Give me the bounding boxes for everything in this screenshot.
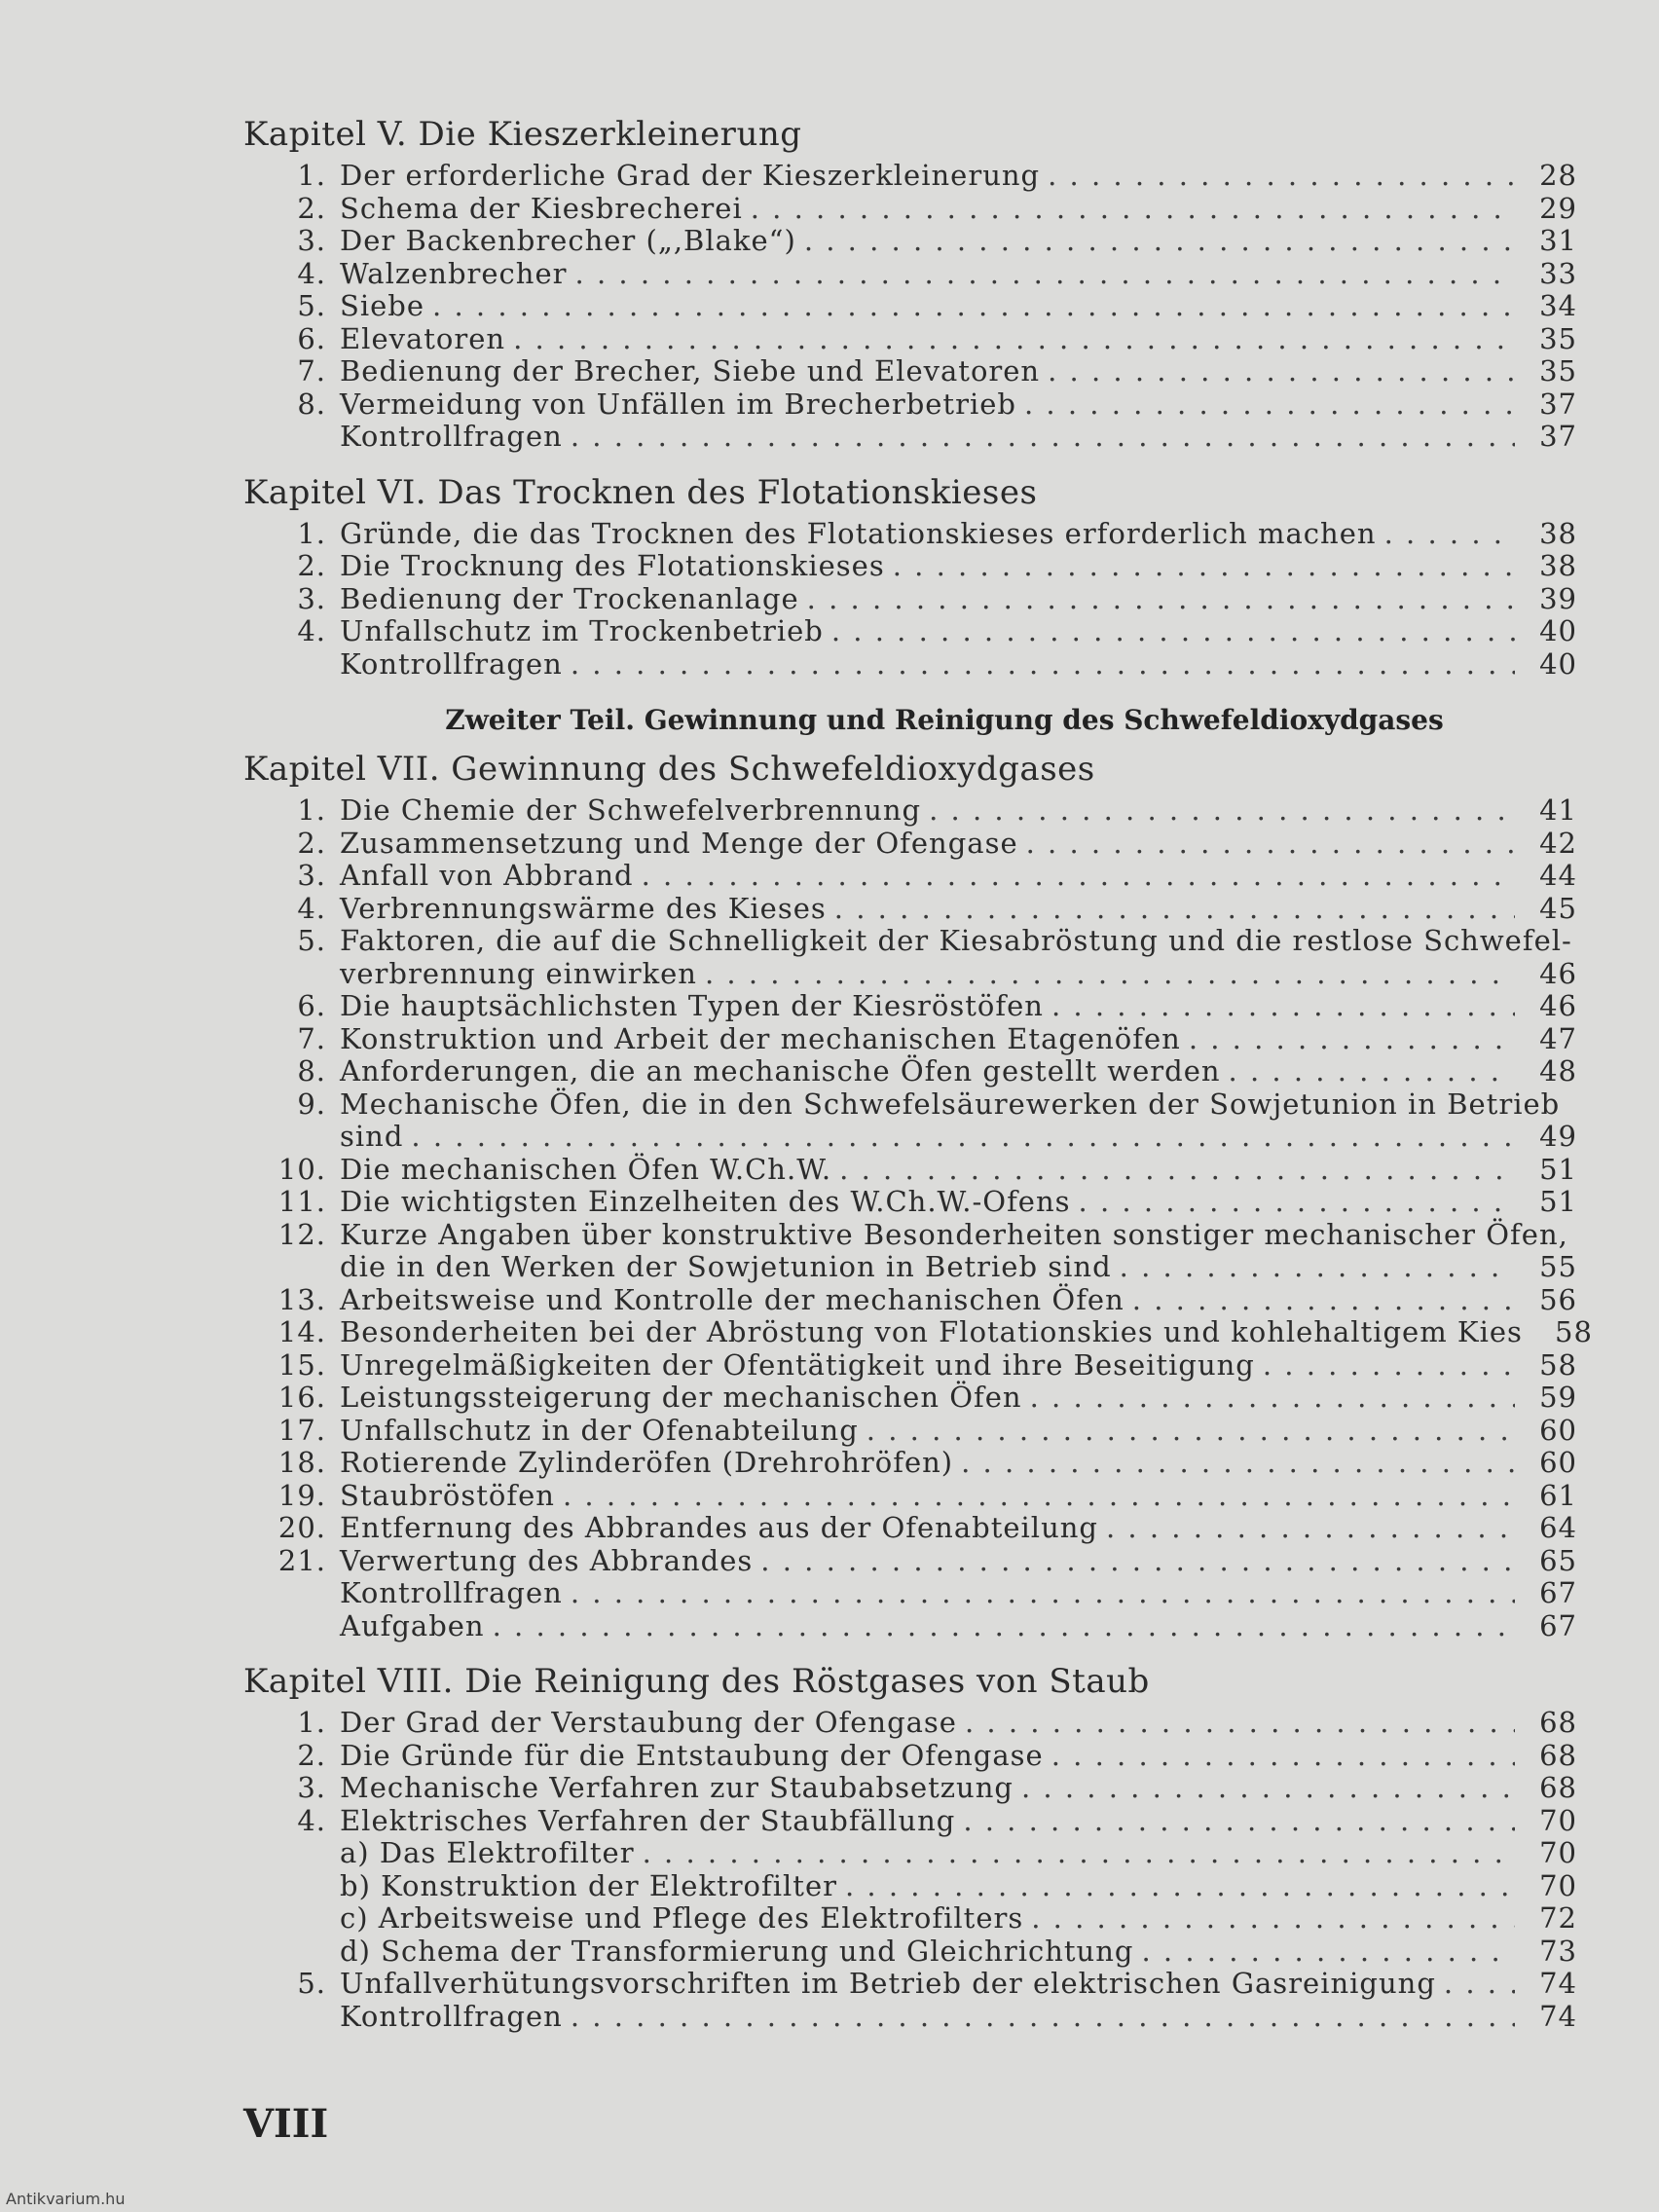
- entry-title: Der erforderliche Grad der Kieszerkleinerung: [340, 159, 1041, 192]
- toc-entry: [234, 290, 1577, 323]
- leader-dots: [1189, 1023, 1515, 1056]
- entry-title: Kontrollfragen: [340, 420, 563, 453]
- leader-dots: [642, 860, 1515, 893]
- entry-page: 42: [1539, 826, 1577, 860]
- leader-dots: [1051, 990, 1515, 1023]
- toc-entry: [234, 550, 1577, 583]
- entry-page: 38: [1539, 516, 1577, 550]
- chapter-heading: Kapitel VII. Gewinnung des Schwefeldioxydgases: [243, 750, 1095, 789]
- leader-dots: [643, 1837, 1515, 1870]
- toc-entry: [234, 1545, 1577, 1578]
- leader-dots: [1229, 1055, 1515, 1088]
- entry-title: Vermeidung von Unfällen im Brecherbetrieb: [340, 387, 1016, 421]
- leader-dots: [866, 1415, 1515, 1448]
- entry-title: Anfall von Abbrand: [340, 859, 634, 892]
- chapter-heading: Kapitel V. Die Kieszerkleinerung: [243, 115, 802, 154]
- leader-dots: [1079, 1186, 1515, 1219]
- entry-number: 4.: [297, 256, 326, 290]
- leader-dots: [493, 1610, 1515, 1643]
- entry-title-continued: die in den Werken der Sowjetunion in Betrieb sind: [340, 1250, 1112, 1283]
- leader-dots: [571, 1577, 1515, 1610]
- entry-number: 8.: [297, 387, 326, 421]
- entry-number: 3.: [297, 1771, 326, 1804]
- entry-page: 33: [1539, 256, 1577, 290]
- entry-number: 5.: [297, 289, 326, 322]
- entry-number: 6.: [297, 989, 326, 1022]
- entry-title: Gründe, die das Trocknen des Flotationskieses erforderlich machen: [340, 516, 1377, 550]
- entry-title: Die wichtigsten Einzelheiten des W.Ch.W.-Ofens: [340, 1185, 1071, 1218]
- entry-title: Konstruktion und Arbeit der mechanischen Etagenöfen: [340, 1021, 1181, 1055]
- entry-title: Kontrollfragen: [340, 646, 563, 681]
- toc-entry: [234, 1740, 1577, 1773]
- toc-entry: [234, 1610, 1577, 1643]
- entry-page: 51: [1539, 1185, 1577, 1218]
- entry-title: Bedienung der Trockenanlage: [340, 581, 799, 615]
- entry-page: 45: [1539, 891, 1577, 925]
- leader-dots: [1026, 828, 1515, 861]
- entry-title: Unfallschutz im Trockenbetrieb: [340, 614, 824, 647]
- leader-dots: [705, 958, 1515, 991]
- entry-page: 70: [1539, 1868, 1577, 1902]
- entry-number: 17.: [277, 1413, 326, 1447]
- entry-page: 46: [1539, 956, 1577, 990]
- entry-number: 1.: [297, 516, 326, 550]
- entry-number: 7.: [297, 1021, 326, 1055]
- leader-dots: [839, 1154, 1515, 1187]
- toc-entry: [234, 1154, 1577, 1187]
- leader-dots: [804, 225, 1515, 258]
- entry-title: Unregelmäßigkeiten der Ofentätigkeit und ihre Beseitigung: [340, 1347, 1255, 1382]
- toc-entry: [234, 1186, 1577, 1219]
- leader-dots: [961, 1447, 1515, 1480]
- toc-entry: [234, 258, 1577, 291]
- toc-entry: [234, 193, 1577, 226]
- entry-title: Siebe: [340, 289, 425, 322]
- entry-title: Walzenbrecher: [340, 256, 568, 290]
- entry-page: 28: [1539, 159, 1577, 192]
- entry-number: 9.: [297, 1087, 326, 1121]
- entry-page: 67: [1539, 1576, 1577, 1609]
- toc-entry: [234, 583, 1577, 616]
- leader-dots: [1444, 1968, 1515, 2001]
- toc-entry: [234, 925, 1577, 958]
- toc-entry: [234, 990, 1577, 1023]
- entry-title: Die mechanischen Öfen W.Ch.W.: [340, 1152, 832, 1186]
- entry-number: 2.: [297, 549, 326, 582]
- toc-entry: [234, 1936, 1577, 1969]
- entry-title: Die Gründe für die Entstaubung der Ofengase: [340, 1738, 1044, 1772]
- entry-number: 2.: [297, 826, 326, 860]
- entry-number: 4.: [297, 614, 326, 647]
- entry-title: Verwertung des Abbrandes: [340, 1543, 754, 1577]
- entry-page: 70: [1539, 1836, 1577, 1869]
- entry-title-continued: verbrennung einwirken: [340, 956, 697, 990]
- table-of-contents: [234, 115, 1593, 2052]
- entry-page: 29: [1539, 191, 1577, 225]
- leader-dots: [963, 1805, 1515, 1838]
- entry-title: Kontrollfragen: [340, 1576, 563, 1609]
- leader-dots: [1051, 1740, 1515, 1773]
- leader-dots: [563, 1480, 1515, 1513]
- entry-title: Mechanische Öfen, die in den Schwefelsäurewerken der Sowjetunion in Betrieb: [340, 1087, 1561, 1121]
- entry-page: 46: [1539, 989, 1577, 1022]
- toc-entry: [234, 1870, 1577, 1903]
- entry-title: Staubröstöfen: [340, 1478, 555, 1512]
- entry-page: 48: [1539, 1054, 1577, 1088]
- entry-page: 70: [1539, 1803, 1577, 1837]
- entry-title: Rotierende Zylinderöfen (Drehrohröfen): [340, 1446, 954, 1479]
- entry-page: 73: [1539, 1934, 1577, 1968]
- entry-page: 37: [1539, 387, 1577, 421]
- leader-dots: [831, 615, 1515, 648]
- entry-number: 11.: [277, 1185, 326, 1218]
- toc-entry: [234, 1902, 1577, 1936]
- leader-dots: [751, 193, 1515, 226]
- entry-page: 65: [1539, 1543, 1577, 1577]
- entry-page: 31: [1539, 224, 1577, 257]
- entry-page: 40: [1539, 614, 1577, 647]
- toc-entry: [234, 615, 1577, 648]
- entry-page: 67: [1539, 1608, 1577, 1642]
- entry-title: Entfernung des Abbrandes aus der Ofenabteilung: [340, 1511, 1098, 1544]
- toc-entry: [234, 1023, 1577, 1056]
- entry-page: 59: [1539, 1381, 1577, 1414]
- entry-page: 58: [1555, 1315, 1593, 1348]
- entry-page: 35: [1539, 321, 1577, 355]
- toc-entry: [234, 1805, 1577, 1838]
- toc-entry: [234, 648, 1577, 682]
- toc-entry: [234, 1480, 1577, 1513]
- entry-title: Kontrollfragen: [340, 1999, 563, 2033]
- entry-number: 2.: [297, 1738, 326, 1772]
- toc-entry: [234, 1088, 1577, 1122]
- leader-dots: [1141, 1936, 1515, 1969]
- chapter-heading: Kapitel VIII. Die Reinigung des Röstgases von Staub: [243, 1662, 1150, 1701]
- entry-title: d) Schema der Transformierung und Gleichrichtung: [340, 1934, 1134, 1968]
- entry-page: 35: [1539, 354, 1577, 387]
- entry-page: 55: [1539, 1250, 1577, 1283]
- toc-entry-continued: [234, 1251, 1577, 1284]
- leader-dots: [571, 648, 1515, 682]
- toc-entry: [234, 1707, 1577, 1740]
- leader-dots: [571, 2001, 1515, 2034]
- entry-number: 18.: [277, 1446, 326, 1479]
- toc-entry: [234, 1837, 1577, 1870]
- leader-dots: [845, 1870, 1515, 1903]
- entry-page: 47: [1539, 1021, 1577, 1055]
- entry-number: 5.: [297, 1967, 326, 2000]
- entry-number: 8.: [297, 1054, 326, 1088]
- entry-page: 38: [1539, 549, 1577, 582]
- entry-number: 2.: [297, 191, 326, 225]
- leader-dots: [1048, 160, 1515, 193]
- entry-title: Arbeitsweise und Kontrolle der mechanischen Öfen: [340, 1282, 1124, 1316]
- toc-entry: [234, 1512, 1577, 1545]
- entry-title: Faktoren, die auf die Schnelligkeit der Kiesabröstung und die restlose Schwefel-: [340, 924, 1572, 957]
- leader-dots: [1384, 518, 1515, 551]
- entry-title: Die hauptsächlichsten Typen der Kiesröstöfen: [340, 989, 1044, 1022]
- entry-page: 60: [1539, 1446, 1577, 1479]
- leader-dots: [893, 550, 1515, 583]
- leader-dots: [1132, 1284, 1515, 1317]
- entry-title: b) Konstruktion der Elektrofilter: [340, 1868, 837, 1902]
- toc-entry: [234, 893, 1577, 926]
- entry-page: 60: [1539, 1413, 1577, 1447]
- entry-page: 72: [1539, 1901, 1577, 1935]
- entry-title: Leistungssteigerung der mechanischen Öfen: [340, 1381, 1022, 1414]
- entry-title: Zusammensetzung und Menge der Ofengase: [340, 826, 1018, 860]
- toc-entry: [234, 1447, 1577, 1480]
- entry-page: 49: [1539, 1120, 1577, 1153]
- toc-entry: [234, 388, 1577, 422]
- entry-page: 39: [1539, 581, 1577, 615]
- entry-page: 61: [1539, 1478, 1577, 1512]
- toc-entry-continued: [234, 958, 1577, 991]
- leader-dots: [834, 893, 1515, 926]
- entry-page: 56: [1539, 1282, 1577, 1316]
- entry-number: 6.: [297, 321, 326, 355]
- entry-page: 74: [1539, 1999, 1577, 2033]
- toc-entry: [234, 421, 1577, 454]
- leader-dots: [807, 583, 1515, 616]
- entry-title: Schema der Kiesbrecherei: [340, 191, 743, 225]
- toc-entry: [234, 1284, 1577, 1317]
- leader-dots: [1120, 1251, 1515, 1284]
- entry-title: Aufgaben: [340, 1608, 485, 1642]
- entry-title: Die Chemie der Schwefelverbrennung: [340, 793, 922, 827]
- entry-number: 1.: [297, 1706, 326, 1739]
- entry-title-continued: sind: [340, 1120, 404, 1153]
- toc-entry: [234, 1772, 1577, 1805]
- entry-number: 12.: [277, 1217, 326, 1251]
- entry-page: 58: [1539, 1347, 1577, 1382]
- entry-page: 74: [1539, 1967, 1577, 2000]
- entry-page: 68: [1539, 1706, 1577, 1739]
- entry-title: Unfallschutz in der Ofenabteilung: [340, 1413, 859, 1447]
- toc-entry: [234, 518, 1577, 551]
- entry-number: 1.: [297, 159, 326, 192]
- leader-dots: [513, 323, 1515, 356]
- entry-title: Elevatoren: [340, 321, 506, 355]
- toc-entry: [234, 160, 1577, 193]
- entry-page: 68: [1539, 1738, 1577, 1772]
- entry-title: c) Arbeitsweise und Pflege des Elektrofilters: [340, 1901, 1024, 1935]
- leader-dots: [929, 794, 1515, 828]
- toc-entry: [234, 1968, 1577, 2001]
- leader-dots: [760, 1545, 1515, 1578]
- leader-dots: [1031, 1902, 1515, 1936]
- entry-number: 21.: [277, 1543, 326, 1577]
- chapter-block: [234, 1662, 1577, 2033]
- toc-entry: [234, 1219, 1577, 1252]
- leader-dots: [1048, 355, 1515, 388]
- leader-dots: [411, 1121, 1515, 1154]
- leader-dots: [965, 1707, 1515, 1740]
- entry-number: 15.: [277, 1347, 326, 1382]
- entry-title: Verbrennungswärme des Kieses: [340, 891, 827, 925]
- toc-entry: [234, 1382, 1577, 1415]
- leader-dots: [1021, 1772, 1515, 1805]
- entry-number: 16.: [277, 1381, 326, 1414]
- leader-dots: [1030, 1382, 1515, 1415]
- entry-number: 19.: [277, 1478, 326, 1512]
- entry-number: 3.: [297, 581, 326, 615]
- entry-title: Bedienung der Brecher, Siebe und Elevatoren: [340, 354, 1041, 387]
- entry-number: 14.: [277, 1315, 326, 1348]
- entry-title: Kurze Angaben über konstruktive Besonderheiten sonstiger mechanischer Öfen,: [340, 1217, 1568, 1251]
- entry-title: Elektrisches Verfahren der Staubfällung: [340, 1803, 956, 1837]
- entry-title: Unfallverhütungsvorschriften im Betrieb der elektrischen Gasreinigung: [340, 1967, 1436, 2000]
- chapter-heading: Kapitel VI. Das Trocknen des Flotationskieses: [243, 472, 1038, 512]
- toc-entry: [234, 1415, 1577, 1448]
- entry-number: 4.: [297, 891, 326, 925]
- entry-title: Mechanische Verfahren zur Staubabsetzung: [340, 1771, 1014, 1804]
- chapter-block: [234, 473, 1577, 682]
- entry-page: 41: [1539, 793, 1577, 827]
- toc-entry-continued: [234, 1121, 1577, 1154]
- entry-page: 51: [1539, 1152, 1577, 1186]
- entry-number: 10.: [277, 1152, 326, 1186]
- entry-number: 4.: [297, 1803, 326, 1837]
- toc-entry: [234, 1577, 1577, 1610]
- entry-number: 7.: [297, 354, 326, 387]
- entry-title: Anforderungen, die an mechanische Öfen gestellt werden: [340, 1054, 1221, 1088]
- chapter-block: [234, 750, 1593, 1642]
- toc-entry: [234, 1315, 1593, 1349]
- toc-entry: [234, 1349, 1577, 1382]
- entry-title: Die Trocknung des Flotationskieses: [340, 549, 885, 582]
- toc-entry: [234, 794, 1577, 828]
- toc-entry: [234, 1055, 1577, 1088]
- toc-entry: [234, 828, 1577, 861]
- entry-number: 20.: [277, 1511, 326, 1544]
- entry-title: a) Das Elektrofilter: [340, 1836, 635, 1869]
- page-number-roman: VIII: [243, 2101, 329, 2147]
- entry-page: 64: [1539, 1511, 1577, 1544]
- leader-dots: [571, 421, 1515, 454]
- chapter-block: [234, 115, 1577, 454]
- toc-entry: [234, 2001, 1577, 2034]
- toc-entry: [234, 323, 1577, 356]
- leader-dots: [1106, 1512, 1515, 1545]
- entry-title: Der Grad der Verstaubung der Ofengase: [340, 1706, 957, 1739]
- leader-dots: [575, 258, 1515, 291]
- entry-number: 5.: [297, 924, 326, 957]
- entry-page: 37: [1539, 420, 1577, 453]
- entry-number: 3.: [297, 224, 326, 257]
- entry-page: 40: [1539, 646, 1577, 681]
- toc-entry: [234, 860, 1577, 893]
- entry-title: Besonderheiten bei der Abröstung von Flotationskies und kohlehaltigem Kies: [340, 1315, 1523, 1348]
- entry-number: 1.: [297, 793, 326, 827]
- entry-page: 68: [1539, 1771, 1577, 1804]
- toc-entry: [234, 355, 1577, 388]
- leader-dots: [432, 290, 1515, 323]
- leader-dots: [1263, 1349, 1515, 1382]
- entry-page: 44: [1539, 859, 1577, 892]
- toc-entry: [234, 225, 1577, 258]
- part-heading: Zweiter Teil. Gewinnung und Reinigung des Schwefeldioxydgases: [445, 704, 1444, 736]
- watermark: Antikvarium.hu: [6, 2190, 126, 2208]
- entry-number: 13.: [277, 1282, 326, 1316]
- entry-page: 34: [1539, 289, 1577, 322]
- entry-title: Der Backenbrecher („,Blake“): [340, 224, 796, 257]
- leader-dots: [1024, 388, 1515, 422]
- entry-number: 3.: [297, 859, 326, 892]
